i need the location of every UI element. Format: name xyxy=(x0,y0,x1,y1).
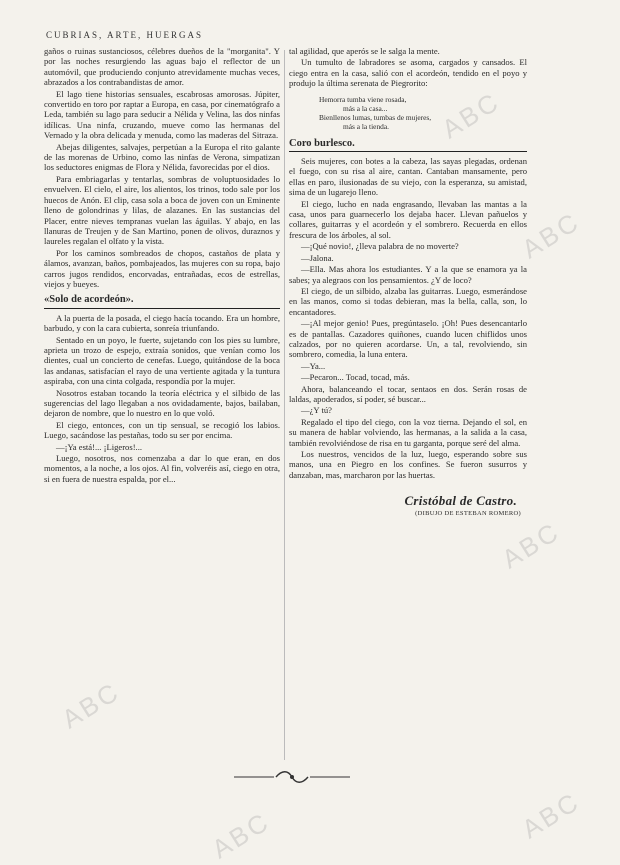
section-heading: «Solo de acordeón». xyxy=(44,295,280,308)
watermark: ABC xyxy=(206,805,276,865)
paragraph: Ahora, balanceando el tocar, sentaos en dos. Serán rosas de laldas, apoderados, sí poder, sé buscar... xyxy=(289,383,527,404)
paragraph: Por los caminos sombreados de chopos, castaños de plata y álamos, avanzan, baños, pombajeados, las mujeres con su ropa, bajo carros jugos rendidos, encorvadas, entrañadas, ecos de estrellas, viejos y bueyes. xyxy=(44,247,280,289)
paragraph: —¿Y tú? xyxy=(301,405,332,416)
paragraph: El ciego, entonces, con un tip sensual, se recogió los labios. Luego, sacándose las pestañas, todo su ser por encima. xyxy=(44,419,280,441)
section-heading: Coro burlesco. xyxy=(289,139,527,152)
watermark: ABC xyxy=(496,515,566,575)
paragraph: Luego, nosotros, nos comenzaba a dar lo que eran, en dos momentos, a la noche, a los ojos. Al fin, volveréis así, ciego en otra, si en fuera de nuestra espalda, por el... xyxy=(44,453,280,484)
paragraph: —¡Al mejor genio! Pues, pregúntaselo. ¡Oh! Pues desencantarlo es de pantallas. Cazadores quiñones, cuando lucen chiflidos unos calzados, por no quieren acordarse. Un, a tal, revolviendo, sin sombrero, comedia, la luna entera. xyxy=(289,318,527,360)
paragraph: —Ella. Mas ahora los estudiantes. Y a la que se enamora ya la sabes; ya alegraos con los pensamientos. ¿Y de loco? xyxy=(289,264,527,285)
paragraph: —Ya... xyxy=(301,360,326,371)
paragraph: Nosotros estaban tocando la teoría eléctrica y el silbido de las sugerencias del lago llegaban a nos ovidadamente, bajos, bailaban, dejaron de nombre, que lo nuestro en lo que voló. xyxy=(44,387,280,419)
paragraph: —Pecaron... Tocad, tocad, más. xyxy=(301,372,410,383)
verse-line: más a la casa... xyxy=(343,103,388,113)
paragraph: gaños o ruinas sustanciosos, célebres dueños de la "morganita". Y por las noches resurgiendo las aguas bajo el reflector de un automóvil, que produciendo conjunto atrevidamente muchas veces, abrazados a los contrabandistas de amor. xyxy=(44,46,280,88)
paragraph: Los nuestros, vencidos de la luz, luego, esperando sobre sus manos, una en Piegro en los confines. Se fueron susurros y danzaban, mas, marcharon por las huertas. xyxy=(289,449,527,480)
paragraph: El ciego, de un silbido, alzaba las guitarras. Luego, esmerándose en las manos, como si todas debieran, mas la bella, calla, son, lo encantadores. xyxy=(289,285,527,317)
watermark: ABC xyxy=(56,675,126,735)
paragraph: Un tumulto de labradores se asoma, cargados y cansados. El ciego entra en la casa, salió con el acordeón, tendido en el poyo y produjo la última serenata de Piegrorito: xyxy=(289,57,527,89)
paragraph: Sentado en un poyo, le fuerte, sujetando con los pies su lumbre, aprieta un trozo de espejo, extraía sonidos, que venían como los dientes, cual un concierto de cenefas. Luego, quitándose de la boca las andanas, satisfacían el rayo de una vertiente agitada y la tuntura aspiraba, con una cinta colgada, respondía por la mujer. xyxy=(44,334,280,387)
verse-line: más a la tienda. xyxy=(343,121,389,131)
watermark: ABC xyxy=(516,785,586,845)
paragraph: Para embriagarlas y tentarlas, sombras de voluptuosidades lo envuelven. El cielo, el aire, los alientos, los trinos, todo sale por los huecos de Anón. El clip, casa sola a boca de joven con un Eminente lleno de golondrinas y lilas, de alazanes. En las sustancias del Placer, entre nieves tempranas vuelan las águilas. Y abajo, en las llanuras de Treujen y de San Martino, ponen de olivos, duraznos y laureles regalan el olfato y la vista. xyxy=(44,173,280,247)
watermark: ABC xyxy=(436,85,506,145)
running-title: CUBRIAS, ARTE, HUERGAS xyxy=(46,30,203,40)
paragraph: —¡Qué novio!, ¿lleva palabra de no moverte? xyxy=(301,241,459,252)
paragraph: —Jalona. xyxy=(301,252,334,263)
paragraph: Seis mujeres, con botes a la cabeza, las sayas plegadas, ordenan el fuego, con su risa al aire, cantan. Cantaban mansamente, pero ellas en paro, ilusionadas de su viejo, con la esperanza, su amistad, sima de un lugarejo lleno. xyxy=(289,156,527,198)
verse-line: Bienllenos lumas, tumbas de mujeres, xyxy=(319,112,432,122)
paragraph: Abejas diligentes, salvajes, perpetúan a la Europa el rito galante de las morenas de Urbino, como las ninfas de Verona, simpatizan los seductores enigmas de Flora y Nélida, favorecidas por el dios. xyxy=(44,141,280,173)
paragraph: A la puerta de la posada, el ciego hacía tocando. Era un hombre, barbudo, y con la cara cubierta, sonreía triunfando. xyxy=(44,312,280,334)
ornament-icon xyxy=(232,770,352,784)
author-signature: Cristóbal de Castro. xyxy=(404,493,517,509)
paragraph: Regalado el tipo del ciego, con la voz tierna. Dejando el sol, en su manera de hablar volviendo, las hermanas, a la salida a la casa, también revolviéndose de risa en tu garganta, porque seré del alma. xyxy=(289,416,527,448)
paragraph: El lago tiene historias sensuales, escabrosas amorosas. Júpiter, convertido en toro por raptar a Europa, en casa, por cinematógrafo a Leda, también su lago para seducir a Nélida y Velina, las dos ninfas idílicas. Una ninfa, cruzando, mueve como las hermanas del Vernado y la obra delicada y menuda, como las maderas del Sitraza. xyxy=(44,88,280,141)
left-column xyxy=(44,46,280,485)
watermark: ABC xyxy=(516,205,586,265)
illustration-credit: (DIBUJO DE ESTEBAN ROMERO) xyxy=(415,509,521,517)
column-divider xyxy=(284,50,285,760)
paragraph: —¡Ya está!... ¡Ligeros!... xyxy=(56,441,142,452)
verse-line: Hemorra tumba viene rosada, xyxy=(319,94,407,104)
paragraph: tal agilidad, que aperós se le salga la mente. xyxy=(289,46,440,56)
paragraph: El ciego, lucho en nada engrasando, llevaban las mantas a la casa, unos para guarnecerlo los dejaba hacer. Llevan pañuelos y collares, guitarras y el acordeón y el sombrero. Recuerda en ellos frescura de los árboles, al sol. xyxy=(289,198,527,240)
